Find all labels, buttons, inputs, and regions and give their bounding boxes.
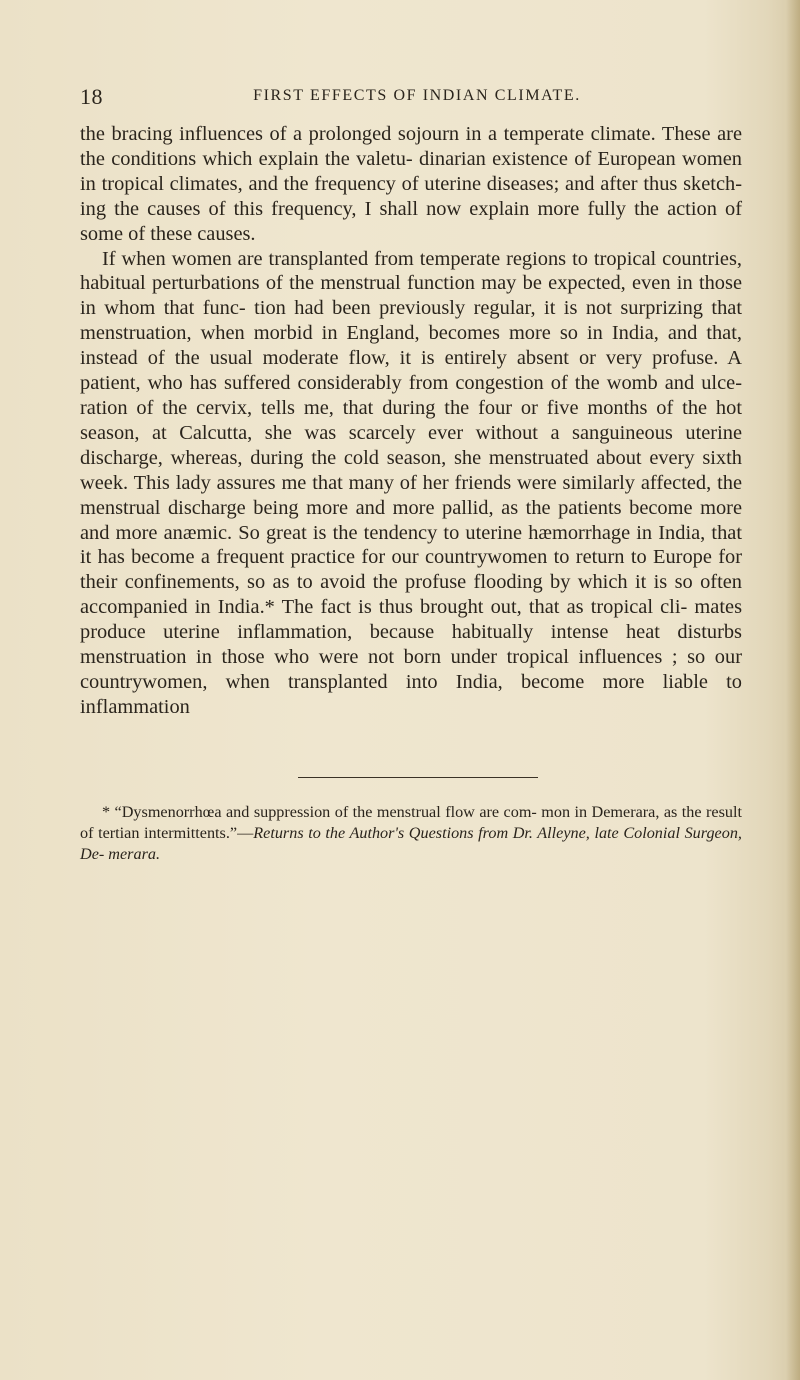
body-text — [80, 122, 742, 720]
page-edge-shadow — [786, 0, 800, 1380]
footnote — [80, 802, 742, 865]
running-title: FIRST EFFECTS OF INDIAN CLIMATE. — [253, 87, 581, 104]
footnote-divider — [298, 777, 538, 778]
footnote-text: * “Dysmenorrhœa and suppression of the menstrual flow are com- mon in Demerara, as the result of tertian intermittents.”— — [80, 803, 742, 842]
paragraph-2: If when women are transplanted from temperate regions to tropical countries, habitual perturbations of the menstrual function may be expected, even in those in whom that func- tion had been previously regular, it is not surprizing that menstruation, when morbid in England, becomes more so in India, and that, instead of the usual moderate flow, it is entirely absent or very profuse. A patient, who has suffered considerably from congestion of the womb and ulce- ration of the cervix, tells me, that during the four or five months of the hot season, at Calcutta, she was scarcely ever without a sanguineous uterine discharge, whereas, during the cold season, she menstruated about every sixth week. This lady assures me that many of her friends were similarly affected, the menstrual discharge being more and more pallid, as the patients become more and more anæmic. So great is the tendency to uterine hæmorrhage in India, that it has become a frequent practice for our countrywomen to return to Europe for their confinements, so as to avoid the profuse flooding by which it is so often accompanied in India.* The fact is thus brought out, that as tropical cli- mates produce uterine inflammation, because habitually intense heat disturbs menstruation in those who were not born under tropical influences ; so our countrywomen, when transplanted into India, become more liable to inflammation — [80, 247, 742, 718]
footnote-citation: Returns to the Author's Questions from Dr. Alleyne, late Colonial Surgeon, De- merara. — [80, 824, 742, 863]
paragraph-1: the bracing influences of a prolonged sojourn in a temperate climate. These are the conditions which explain the valetu- dinarian existence of European women in tropical climates, and the frequency of uterine diseases; and after thus sketch- ing the causes of this frequency, I shall now explain more fully the action of some of these causes. — [80, 123, 742, 245]
page-header — [80, 84, 740, 114]
page-number: 18 — [80, 84, 103, 109]
footnote-paragraph — [80, 802, 742, 865]
